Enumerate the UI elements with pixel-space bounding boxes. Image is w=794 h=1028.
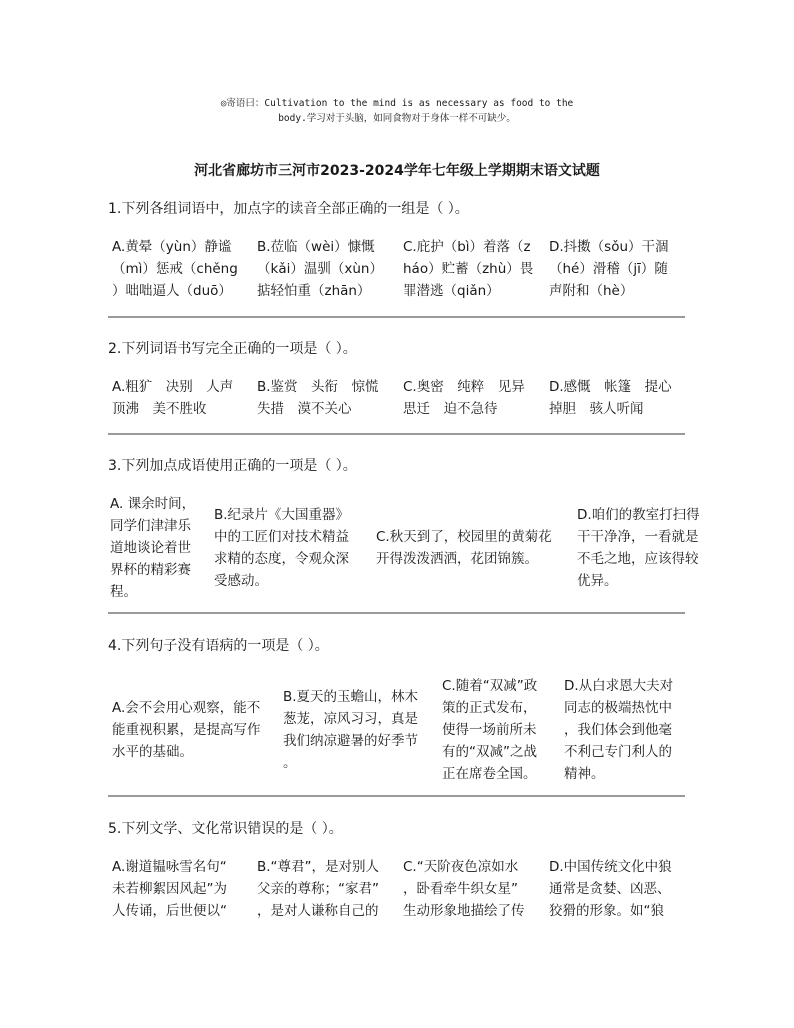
question-1-option-d [549,236,669,302]
option-line: C.随着“双减”政 [442,678,538,694]
option-line: 通常是贪婪、凶恶、 [549,881,671,897]
question-2-option-c [403,376,525,420]
option-line: 声附和（hè） [549,283,634,299]
option-line: 开得泼泼洒洒，花团锦簇。 [376,551,538,567]
option-line: （kǎi）温驯（xùn） [257,261,383,277]
option-line: （hé）滑稽（jī）随 [549,261,668,277]
option-line: ）咄咄逼人（duō） [112,283,232,299]
option-line: háo）贮蓄（zhù）畏 [403,261,534,277]
option-line: 思迁 迫不急待 [403,401,498,417]
question-3-option-a [110,493,195,603]
option-line: 。 [283,755,297,771]
option-line: ，我们体会到他毫 [564,722,672,738]
question-5-stem: 5.下列文学、文化常识错误的是（ ）。 [108,821,343,837]
option-line: 人传诵，后世便以“ [112,903,227,919]
option-line: 同志的极端热忱中 [564,700,672,716]
question-5-option-b [257,856,379,922]
question-3-option-d [577,504,700,592]
option-line: C.庇护（bì）着落（z [403,239,531,255]
option-line: 我们纳凉避暑的好季节 [283,733,418,749]
option-line: 水平的基础。 [112,744,193,760]
option-line: B.莅临（wèi）慷慨 [257,239,375,255]
option-line: D.感慨 帐篷 提心 [549,379,672,395]
divider [108,612,685,614]
question-3-stem: 3.下列加点成语使用正确的一项是（ ）。 [108,458,357,474]
option-line: 干干净净，一看就是 [577,529,699,545]
motto [0,96,794,126]
option-line: 父亲的尊称；“家君” [257,881,379,897]
question-4-option-a [112,697,261,763]
option-line: 道地谈论着世 [110,540,191,556]
option-line: D.中国传统文化中狼 [549,859,672,875]
question-1-option-c [403,236,533,302]
option-line: 界杯的精彩赛 [110,562,191,578]
option-line: A.粗犷 决别 人声 [112,379,234,395]
option-line: 未若柳絮因风起”为 [112,881,227,897]
option-line: D.咱们的教室打扫得 [577,507,700,523]
question-2-stem: 2.下列词语书写完全正确的一项是（ ）。 [108,341,357,357]
option-line: A. 课余时间， [110,496,196,512]
question-5-option-c [403,856,525,922]
option-line: 失措 漠不关心 [257,401,352,417]
option-line: A.谢道韫咏雪名句“ [112,859,227,875]
option-line: 狡猾的形象。如“狼 [549,903,664,919]
option-line: 精神。 [564,766,605,782]
question-2-option-a [112,376,233,420]
question-4-option-b [283,686,418,774]
option-line: 掂轻怕重（zhān） [257,283,371,299]
option-line: 罪潜逃（qiǎn） [403,283,500,299]
option-line: B.夏天的玉蟾山，林木 [283,689,419,705]
option-line: A.会不会用心观察，能不 [112,700,261,716]
option-line: 能重视积累，是提高写作 [112,722,261,738]
option-line: 顶沸 美不胜收 [112,401,207,417]
option-line: B.纪录片《大国重器》 [214,507,350,523]
option-line: C.奥密 纯粹 见异 [403,379,525,395]
question-1-option-b [257,236,383,302]
option-line: 葱茏，凉风习习，真是 [283,711,418,727]
option-line: 使得一场前所未 [442,722,537,738]
motto-line-2: body.学习对于头脑，如同食物对于身体一样不可缺少。 [278,113,516,124]
question-4-option-d [564,675,673,785]
question-1-option-a [112,236,238,302]
question-4-stem: 4.下列句子没有语病的一项是（ ）。 [108,638,329,654]
option-line: A.黄晕（yùn）静谧 [112,239,232,255]
question-5-option-a [112,856,227,922]
option-line: B.鉴赏 头衔 惊慌 [257,379,379,395]
option-line: 有的“双减”之战 [442,744,537,760]
divider [108,433,685,435]
option-line: 求精的态度，令观众深 [214,551,349,567]
page-title: 河北省廊坊市三河市2023-2024学年七年级上学期期末语文试题 [194,163,600,179]
option-line: 中的工匠们对技术精益 [214,529,349,545]
question-2-option-d [549,376,672,420]
divider [108,316,685,318]
option-line: 生动形象地描绘了传 [403,903,525,919]
question-1-stem: 1.下列各组词语中，加点字的读音全部正确的一组是（ ）。 [108,201,469,217]
option-line: D.从白求恩大夫对 [564,678,674,694]
question-5-option-d [549,856,672,922]
option-line: ，卧看牵牛织女星” [403,881,518,897]
option-line: 同学们津津乐 [110,518,191,534]
option-line: 不利己专门利人的 [564,744,672,760]
option-line: ，是对人谦称自己的 [257,903,379,919]
option-line: 掉胆 骇人听闻 [549,401,644,417]
motto-line-1: ◎寄语曰：Cultivation to the mind is as necessary as food to the [220,98,574,109]
divider [108,795,685,797]
option-line: C.“天阶夜色凉如水 [403,859,519,875]
option-line: D.抖擞（sǒu）干涸 [549,239,669,255]
option-line: 正在席卷全国。 [442,766,537,782]
option-line: （mì）惩戒（chěng [112,261,238,277]
option-line: 策的正式发布， [442,700,537,716]
option-line: B.“尊君”，是对别人 [257,859,380,875]
option-line: 不毛之地，应该得较 [577,551,699,567]
option-line: 受感动。 [214,573,268,589]
option-line: C.秋天到了，校园里的黄菊花 [376,529,552,545]
question-2-option-b [257,376,379,420]
question-3-option-b [214,504,349,592]
option-line: 程。 [110,584,137,600]
question-4-option-c [442,675,537,785]
option-line: 优异。 [577,573,618,589]
question-3-option-c [376,526,552,570]
